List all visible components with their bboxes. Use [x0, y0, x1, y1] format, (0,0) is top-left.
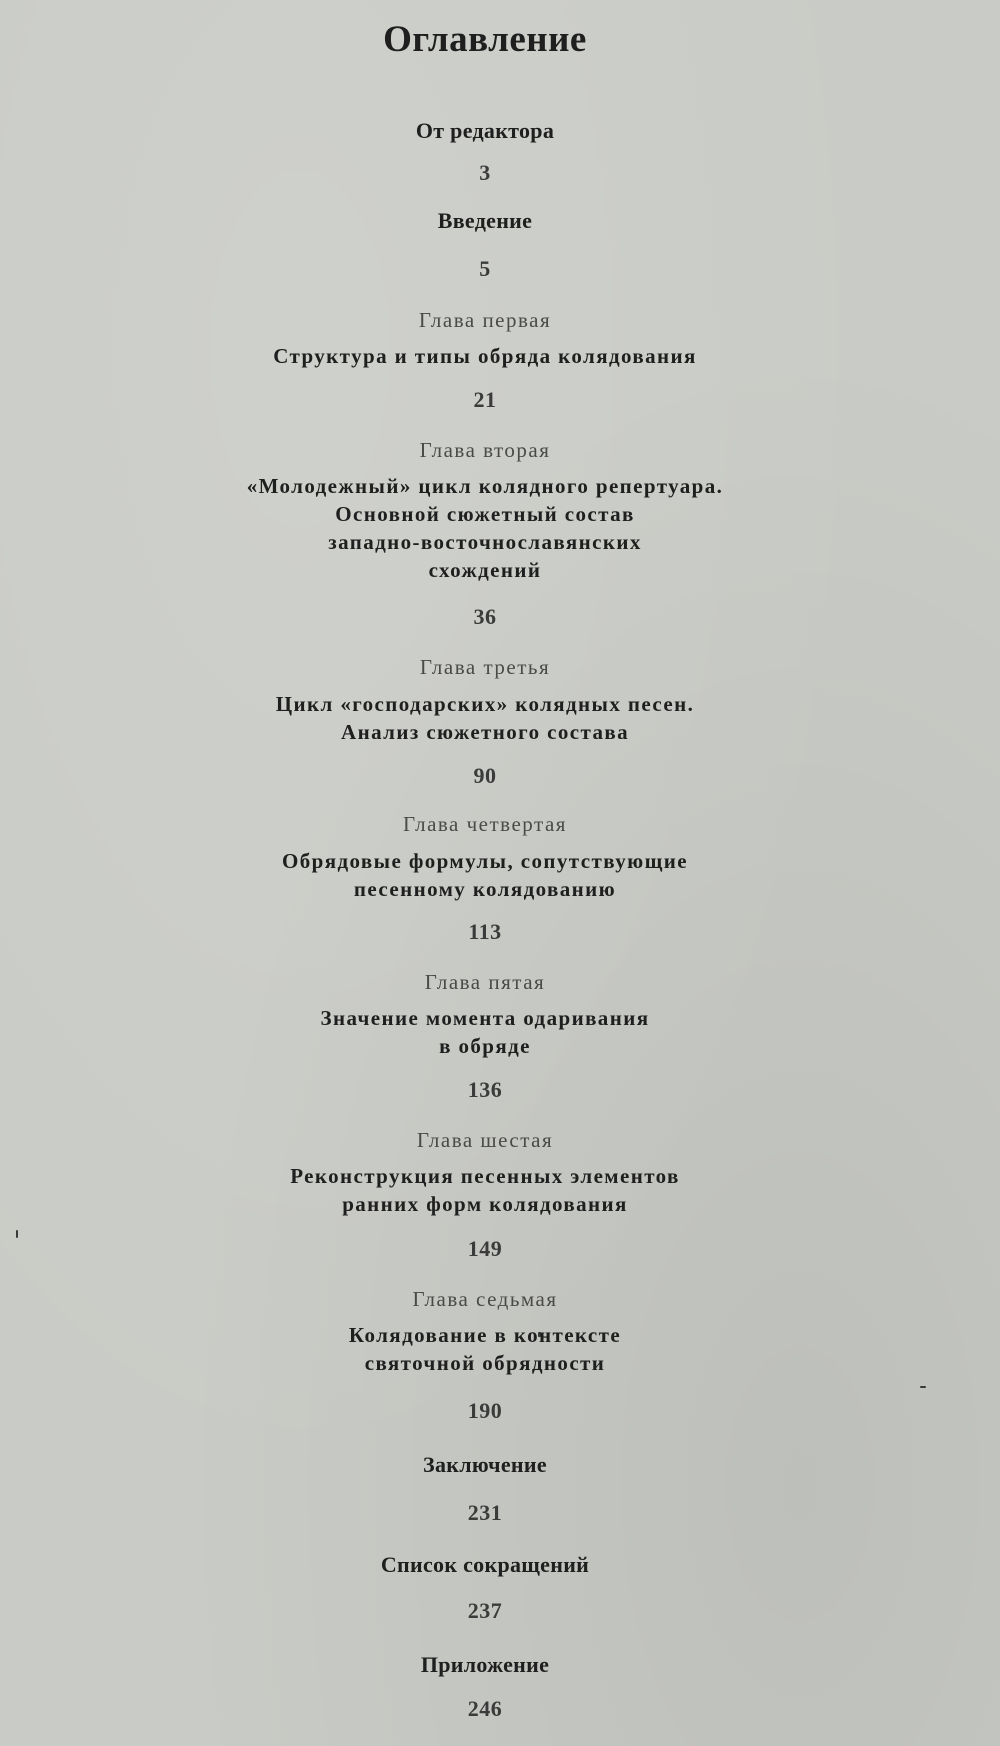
ink-speck: [920, 1386, 926, 1388]
chapter-3-page: 90: [473, 763, 497, 788]
toc-entry-conclusion-label: Заключение: [423, 1452, 547, 1477]
chapter-2-title-line: «Молодежный» цикл колядного репертуара.: [246, 474, 724, 498]
chapter-3-title: [0, 690, 970, 746]
chapter-4-title: [0, 847, 970, 903]
toc-entry-appendix-label: Приложение: [420, 1652, 550, 1677]
chapter-2-title-line: схождений: [428, 558, 542, 582]
chapter-2-label: Глава вторая: [419, 438, 551, 462]
chapter-6-label: Глава шестая: [416, 1128, 554, 1152]
chapter-3-title-line: Цикл «господарских» колядных песен.: [275, 692, 695, 716]
toc-entry-appendix-page: 246: [467, 1696, 503, 1721]
toc-entry-abbreviations-label: Список сокращений: [380, 1552, 590, 1577]
chapter-4-label: Глава четвертая: [403, 812, 567, 836]
chapter-4-title-line: песенному колядованию: [353, 877, 617, 901]
chapter-2-title-line: Основной сюжетный состав: [335, 502, 635, 526]
chapter-6-title-line: Реконструкция песенных элементов: [290, 1164, 680, 1188]
toc-entry-editor-page: 3: [479, 160, 491, 185]
chapter-6-page: 149: [467, 1236, 503, 1261]
toc-entry-editor-label: От редактора: [415, 118, 555, 143]
chapter-7-title-line: святочной обрядности: [364, 1351, 606, 1375]
chapter-4-title-line: Обрядовые формулы, сопутствующие: [282, 849, 688, 873]
chapter-5-title-line: Значение момента одаривания: [320, 1006, 650, 1030]
chapter-3-title-line: Анализ сюжетного состава: [341, 720, 629, 744]
chapter-2-title-line: западно-восточнославянских: [328, 530, 642, 554]
chapter-2-page: 36: [473, 604, 497, 629]
chapter-7-title: [0, 1321, 970, 1377]
chapter-1-label: Глава первая: [418, 308, 552, 332]
chapter-5-title-line: в обряде: [439, 1034, 531, 1058]
chapter-2-title: [0, 472, 970, 584]
toc-entry-intro-label: Введение: [437, 208, 533, 233]
chapter-6-title: [0, 1162, 970, 1218]
toc-entry-abbreviations-page: 237: [467, 1598, 503, 1623]
chapter-7-label: Глава седьмая: [412, 1287, 558, 1311]
chapter-1-title: [0, 342, 970, 370]
toc-entry-intro-page: 5: [479, 256, 491, 281]
page-title: Оглавление: [383, 19, 587, 60]
chapter-5-label: Глава пятая: [424, 970, 546, 994]
chapter-1-title-line: Структура и типы обряда колядования: [273, 344, 697, 368]
chapter-1-page: 21: [473, 387, 497, 412]
chapter-7-page: 190: [467, 1398, 503, 1423]
toc-entry-conclusion-page: 231: [467, 1500, 503, 1525]
chapter-6-title-line: ранних форм колядования: [342, 1192, 628, 1216]
chapter-5-title: [0, 1004, 970, 1060]
chapter-7-title-line: Колядование в контексте: [348, 1323, 622, 1347]
chapter-5-page: 136: [467, 1077, 503, 1102]
chapter-4-page: 113: [468, 919, 502, 944]
chapter-3-label: Глава третья: [419, 655, 551, 679]
